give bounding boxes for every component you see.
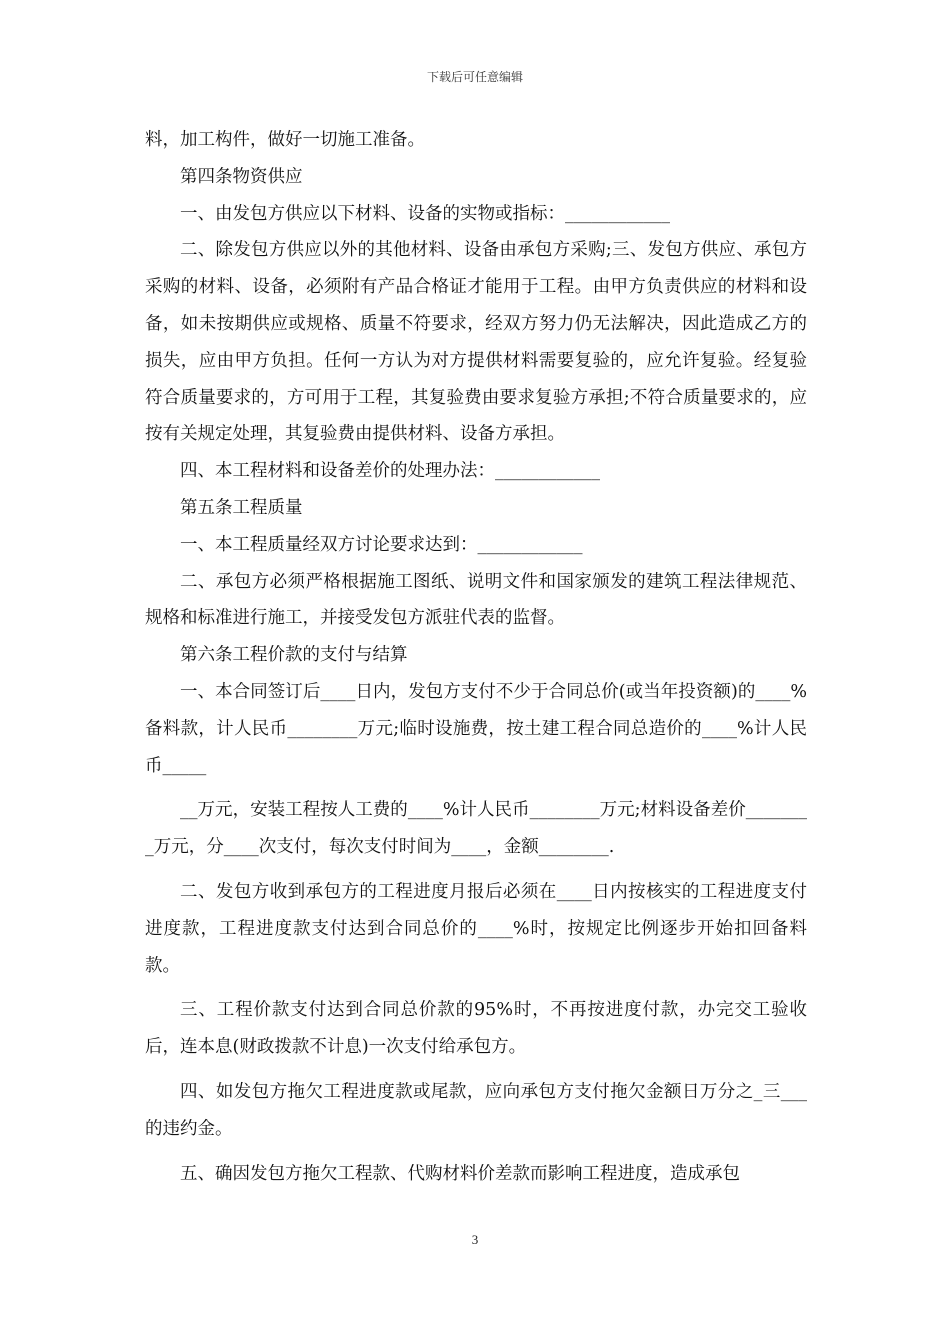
section-heading-article-5: 第五条工程质量: [180, 497, 303, 518]
page-footer: [0, 1232, 950, 1248]
paragraph-10: __万元，安装工程按人工费的____%计人民币________万元;材料设备差价________万元，分____次支付，每次支付时间为____，金额________.: [145, 800, 807, 858]
section-heading-article-6: 第六条工程价款的支付与结算: [180, 645, 408, 666]
paragraph-3: 二、除发包方供应以外的其他材料、设备由承包方采购;三、发包方供应、承包方采购的材料、设备，必须附有产品合格证才能用于工程。由甲方负责供应的材料和设备，如未按期供应或规格、质量不符要求，经双方努力仍无法解决，因此造成乙方的损失，应由甲方负担。任何一方认为对方提供材料需要复验的，应允许复验。经复验符合质量要求的，方可用于工程，其复验费由要求复验方承担;不符合质量要求的，应按有关规定处理，其复验费由提供材料、设备方承担。: [145, 240, 807, 445]
page-header: [0, 68, 950, 85]
document-body: [145, 122, 807, 1192]
header-text: 下载后可任意编辑: [426, 70, 523, 84]
paragraph-2: 一、由发包方供应以下材料、设备的实物或指标：____________: [180, 203, 670, 224]
page-number: 3: [471, 1232, 479, 1247]
paragraph-14: 五、确因发包方拖欠工程款、代购材料价差款而影响工程进度，造成承包: [180, 1163, 740, 1184]
paragraph-7: 二、承包方必须严格根据施工图纸、说明文件和国家颁发的建筑工程法律规范、规格和标准进行施工，并接受发包方派驻代表的监督。: [145, 571, 807, 629]
paragraph-11: 二、发包方收到承包方的工程进度月报后必须在____日内按核实的工程进度支付进度款，工程进度款支付达到合同总价的____%时，按规定比例逐步开始扣回备料款。: [145, 881, 807, 976]
paragraph-9: 一、本合同签订后____日内，发包方支付不少于合同总价(或当年投资额)的____%备料款，计人民币________万元;临时设施费，按土建工程合同总造价的____%计人民币_____: [145, 681, 807, 776]
paragraph-4: 四、本工程材料和设备差价的处理办法：____________: [180, 461, 600, 482]
paragraph-12: 三、工程价款支付达到合同总价款的95%时，不再按进度付款，办完交工验收后，连本息(财政拨款不计息)一次支付给承包方。: [145, 1000, 807, 1058]
section-heading-article-4: 第四条物资供应: [180, 166, 303, 187]
paragraph-6: 一、本工程质量经双方讨论要求达到：____________: [180, 534, 583, 555]
paragraph-13: 四、如发包方拖欠工程进度款或尾款，应向承包方支付拖欠金额日万分之_三___的违约金。: [145, 1081, 807, 1139]
paragraph-0: 料，加工构件，做好一切施工准备。: [145, 130, 425, 150]
